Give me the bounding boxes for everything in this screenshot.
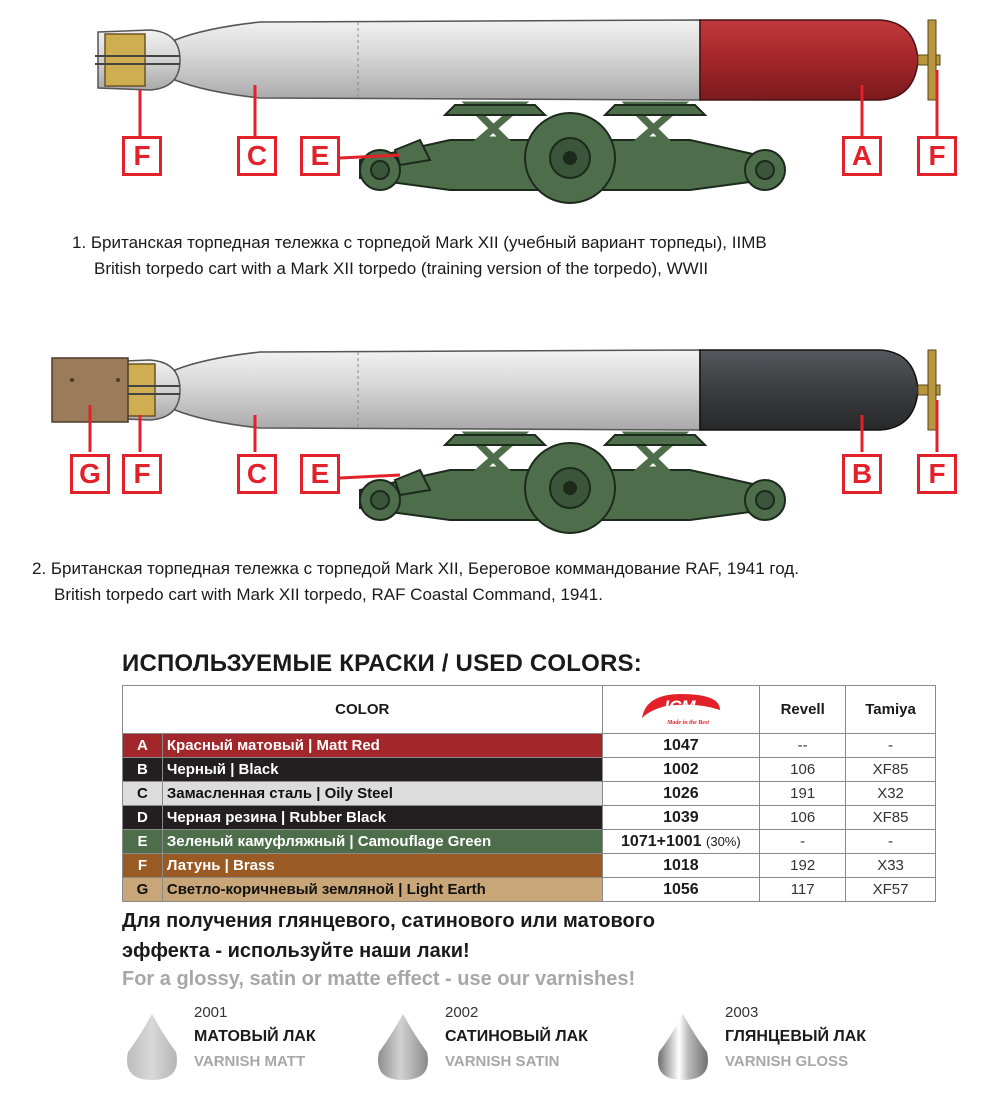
paint-revell-code-text: 106 bbox=[790, 761, 816, 778]
paint-tamiya-code-text: X33 bbox=[877, 857, 904, 874]
paint-tamiya-code bbox=[846, 854, 936, 878]
header-color: COLOR bbox=[123, 686, 603, 734]
paint-row-c bbox=[123, 782, 936, 806]
varnish-code: 2002 bbox=[445, 1004, 479, 1021]
paint-revell-code bbox=[760, 854, 846, 878]
paint-name bbox=[162, 758, 602, 782]
caption-ru: 2. Британская торпедная тележка с торпедой Mark XII, Береговое коммандование RAF, 1941 год. bbox=[32, 559, 799, 578]
marker-f: F bbox=[122, 454, 162, 494]
paint-letter-text: E bbox=[137, 833, 148, 850]
paint-icm-code-text: 1002 bbox=[663, 760, 699, 778]
torpedo-illustration-2 bbox=[0, 330, 1000, 535]
marker-f: F bbox=[917, 136, 957, 176]
caption-en: British torpedo cart with a Mark XII torpedo (training version of the torpedo), WWII bbox=[94, 259, 709, 278]
colors-title: ИСПОЛЬЗУЕМЫЕ КРАСКИ / USED COLORS: bbox=[122, 650, 642, 677]
paint-name-text: Черный | Black bbox=[166, 761, 279, 778]
header-icm bbox=[602, 686, 760, 734]
paint-name bbox=[162, 782, 602, 806]
marker-c: C bbox=[237, 454, 277, 494]
varnish-code: 2001 bbox=[194, 1004, 228, 1021]
varnish-name-ru: ГЛЯНЦЕВЫЙ ЛАК bbox=[725, 1028, 867, 1045]
paint-tamiya-code bbox=[846, 758, 936, 782]
varnish-drop-icon bbox=[122, 1012, 182, 1082]
marker-f: F bbox=[917, 454, 957, 494]
paint-name bbox=[162, 854, 602, 878]
paint-row-e bbox=[123, 830, 936, 854]
varnish-drop-icon bbox=[373, 1012, 433, 1082]
paint-letter-text: D bbox=[137, 809, 148, 826]
paint-icm-code-text: 1018 bbox=[663, 856, 699, 874]
paint-tamiya-code bbox=[846, 806, 936, 830]
paint-revell-code-text: 106 bbox=[790, 809, 816, 826]
varnish-name-en: VARNISH SATIN bbox=[445, 1053, 560, 1070]
paint-row-f bbox=[123, 854, 936, 878]
paint-letter bbox=[123, 758, 163, 782]
varnish-matt bbox=[122, 1004, 382, 1084]
paint-revell-code bbox=[760, 830, 846, 854]
varnish-code: 2003 bbox=[725, 1004, 759, 1021]
icm-logo-text: ICM bbox=[664, 696, 696, 716]
paint-name-text: Замасленная сталь | Oily Steel bbox=[166, 785, 393, 802]
paint-icm-code bbox=[602, 878, 760, 902]
paint-icm-code-text: 1026 bbox=[663, 784, 699, 802]
varnish-drop-icon bbox=[653, 1012, 713, 1082]
icm-logo-tagline: Made in the Best bbox=[666, 719, 709, 726]
paint-revell-code bbox=[760, 734, 846, 758]
paint-revell-code bbox=[760, 758, 846, 782]
paint-letter bbox=[123, 878, 163, 902]
paint-letter bbox=[123, 782, 163, 806]
torpedo-cart bbox=[360, 105, 785, 203]
paint-letter-text: C bbox=[137, 785, 148, 802]
varnish-name-ru: МАТОВЫЙ ЛАК bbox=[194, 1028, 316, 1045]
marker-c: C bbox=[237, 136, 277, 176]
paint-icm-code bbox=[602, 854, 760, 878]
paint-letter bbox=[123, 806, 163, 830]
paint-tamiya-code-text: XF57 bbox=[872, 881, 909, 898]
varnish-name-en: VARNISH GLOSS bbox=[725, 1053, 849, 1070]
paint-revell-code-text: -- bbox=[797, 737, 808, 754]
marker-e: E bbox=[300, 454, 340, 494]
torpedo-drawing-2 bbox=[0, 330, 1000, 535]
paint-revell-code bbox=[760, 878, 846, 902]
torpedo-body bbox=[95, 20, 940, 100]
paint-tamiya-code-text: - bbox=[888, 833, 894, 850]
paint-tamiya-code-text: X32 bbox=[877, 785, 904, 802]
table-header-row bbox=[123, 686, 936, 734]
paint-icm-note: (30%) bbox=[706, 833, 741, 849]
paint-name-text: Черная резина | Rubber Black bbox=[166, 809, 387, 826]
paint-name-text: Зеленый камуфляжный | Camouflage Green bbox=[166, 833, 492, 850]
header-revell: Revell bbox=[760, 686, 846, 734]
varnish-promo-ru bbox=[122, 906, 655, 966]
promo-ru-line-2: эффекта - используйте наши лаки! bbox=[122, 940, 470, 962]
paint-icm-code bbox=[602, 806, 760, 830]
paint-table bbox=[122, 685, 936, 902]
paint-revell-code bbox=[760, 806, 846, 830]
header-tamiya: Tamiya bbox=[846, 686, 936, 734]
marker-f: F bbox=[122, 136, 162, 176]
paint-name bbox=[162, 830, 602, 854]
promo-ru-line-1: Для получения глянцевого, сатинового или матового bbox=[122, 910, 655, 932]
marker-g: G bbox=[70, 454, 110, 494]
marker-b: B bbox=[842, 454, 882, 494]
paint-tamiya-code bbox=[846, 830, 936, 854]
paint-letter-text: B bbox=[137, 761, 148, 778]
paint-icm-code-text: 1039 bbox=[663, 808, 699, 826]
paint-rows bbox=[123, 734, 936, 902]
caption-ru: 1. Британская торпедная тележка с торпедой Mark XII (учебный вариант торпеды), IIМВ bbox=[72, 233, 767, 252]
paint-revell-code-text: 192 bbox=[790, 857, 816, 874]
torpedo-body bbox=[52, 350, 940, 430]
paint-revell-code-text: 117 bbox=[790, 881, 815, 898]
paint-tamiya-code-text: - bbox=[888, 737, 894, 754]
paint-name bbox=[162, 734, 602, 758]
varnish-satin bbox=[373, 1004, 633, 1084]
varnish-promo-en: For a glossy, satin or matte effect - use our varnishes! bbox=[122, 968, 636, 990]
paint-icm-code bbox=[602, 734, 760, 758]
paint-row-a bbox=[123, 734, 936, 758]
caption-en: British torpedo cart with Mark XII torpedo, RAF Coastal Command, 1941. bbox=[54, 585, 603, 604]
marker-a: A bbox=[842, 136, 882, 176]
paint-icm-code-text: 1047 bbox=[663, 736, 699, 754]
paint-icm-code bbox=[602, 782, 760, 806]
paint-revell-code-text: - bbox=[800, 833, 806, 850]
paint-row-b bbox=[123, 758, 936, 782]
paint-name bbox=[162, 806, 602, 830]
paint-letter-text: G bbox=[136, 881, 149, 898]
marker-e: E bbox=[300, 136, 340, 176]
paint-revell-code bbox=[760, 782, 846, 806]
paint-letter bbox=[123, 734, 163, 758]
paint-tamiya-code-text: XF85 bbox=[872, 761, 909, 778]
paint-icm-code-text: 1056 bbox=[663, 880, 699, 898]
paint-icm-code bbox=[602, 758, 760, 782]
icm-logo bbox=[636, 688, 726, 728]
torpedo-cart bbox=[360, 435, 785, 533]
paint-tamiya-code-text: XF85 bbox=[872, 809, 909, 826]
caption-1 bbox=[72, 230, 767, 282]
paint-letter bbox=[123, 854, 163, 878]
paint-tamiya-code bbox=[846, 878, 936, 902]
paint-letter-text: F bbox=[137, 857, 148, 874]
paint-letter bbox=[123, 830, 163, 854]
paint-tamiya-code bbox=[846, 782, 936, 806]
varnish-gloss bbox=[653, 1004, 913, 1084]
paint-name bbox=[162, 878, 602, 902]
paint-name-text: Красный матовый | Matt Red bbox=[166, 737, 380, 754]
paint-row-d bbox=[123, 806, 936, 830]
paint-letter-text: A bbox=[137, 737, 148, 754]
paint-icm-code bbox=[602, 830, 760, 854]
paint-revell-code-text: 191 bbox=[790, 785, 816, 802]
varnish-name-en: VARNISH MATT bbox=[194, 1053, 306, 1070]
paint-row-g bbox=[123, 878, 936, 902]
paint-name-text: Латунь | Brass bbox=[166, 857, 275, 874]
paint-name-text: Светло-коричневый земляной | Light Earth bbox=[166, 881, 486, 898]
caption-2 bbox=[32, 556, 799, 608]
paint-tamiya-code bbox=[846, 734, 936, 758]
paint-icm-code-text: 1071+1001 bbox=[621, 832, 702, 850]
varnish-name-ru: САТИНОВЫЙ ЛАК bbox=[445, 1028, 588, 1045]
torpedo-drawing-1 bbox=[0, 0, 1000, 205]
